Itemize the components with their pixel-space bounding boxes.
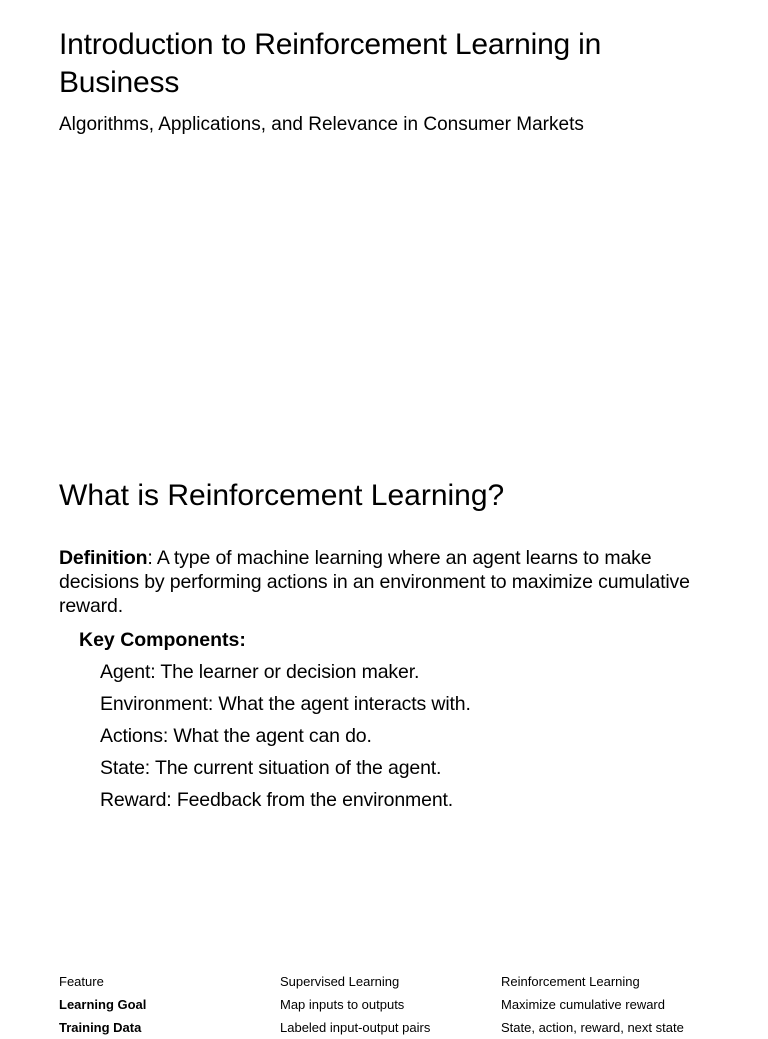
table-cell: State, action, reward, next state — [501, 1020, 684, 1035]
table-header-cell: Supervised Learning — [280, 974, 400, 989]
list-item: Agent: The learner or decision maker. — [100, 661, 420, 683]
comparison-table-container — [59, 970, 739, 1039]
table-header-row — [59, 970, 722, 993]
key-components — [59, 628, 728, 812]
slide-what-is-rl — [59, 477, 728, 820]
components-list — [79, 660, 728, 812]
table-row — [59, 993, 722, 1016]
table-header-cell: Feature — [59, 974, 104, 989]
table-row-label: Training Data — [59, 1020, 142, 1035]
table-cell: Labeled input-output pairs — [280, 1020, 431, 1035]
definition-paragraph — [59, 546, 728, 618]
list-item: Reward: Feedback from the environment. — [100, 789, 454, 811]
slide-intro — [59, 26, 728, 137]
table-row — [59, 1016, 722, 1039]
list-item: State: The current situation of the agent. — [100, 757, 442, 779]
components-heading: Key Components: — [79, 629, 246, 651]
table-header-cell: Reinforcement Learning — [501, 974, 640, 989]
table-row-label: Learning Goal — [59, 997, 147, 1012]
comparison-table — [59, 970, 722, 1039]
definition-term: Definition — [59, 547, 148, 569]
list-item: Environment: What the agent interacts with. — [100, 693, 471, 715]
list-item: Actions: What the agent can do. — [100, 725, 372, 747]
table-cell: Map inputs to outputs — [280, 997, 405, 1012]
table-cell: Maximize cumulative reward — [501, 997, 665, 1012]
slide-title: Introduction to Reinforcement Learning in Business — [59, 28, 602, 99]
slide-subtitle: Algorithms, Applications, and Relevance in Consumer Markets — [59, 114, 584, 135]
slide-title: What is Reinforcement Learning? — [59, 479, 505, 512]
definition-text: : A type of machine learning where an agent learns to make decisions by performing actions in an environment to maximize cumulative reward. — [59, 547, 690, 617]
